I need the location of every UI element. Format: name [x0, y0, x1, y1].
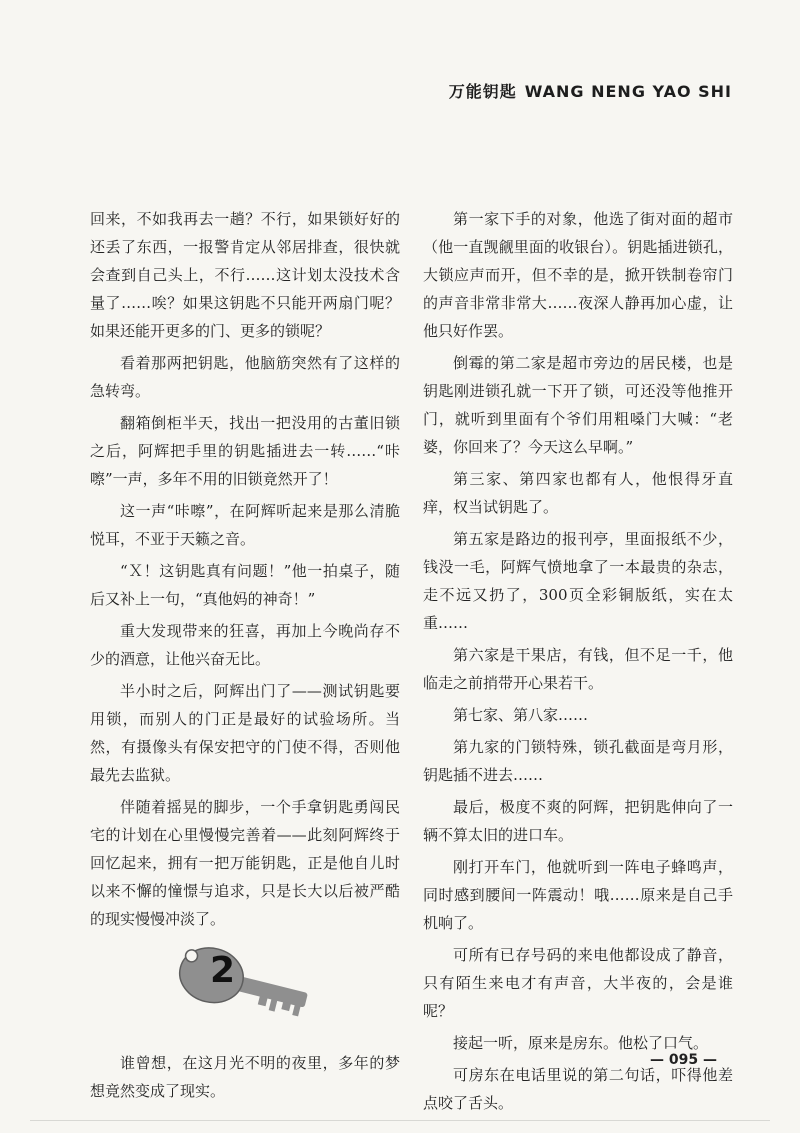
paragraph: 可房东在电话里说的第二句话，吓得他差点咬了舌头。: [423, 1066, 733, 1112]
paragraph: 半小时之后，阿辉出门了——测试钥匙要用锁，而别人的门正是最好的试验场所。当然，有摄像头有保安把守的门使不得，否则他最先去监狱。: [90, 682, 400, 784]
left-column: [90, 205, 400, 1109]
paragraph: 看着那两把钥匙，他脑筋突然有了这样的急转弯。: [90, 354, 400, 400]
page-number: — 095 —: [650, 1052, 717, 1068]
header-title-cn: 万能钥匙: [448, 82, 517, 101]
page-header: [449, 79, 732, 102]
paragraph: 伴随着摇晃的脚步，一个手拿钥匙勇闯民宅的计划在心里慢慢完善着——此刻阿辉终于回忆起来，拥有一把万能钥匙，正是他自儿时以来不懈的憧憬与追求，只是长大以后被严酷的现实慢慢冲淡了。: [90, 798, 400, 928]
paragraph: 最后，极度不爽的阿辉，把钥匙伸向了一辆不算太旧的进口车。: [423, 798, 733, 844]
page-edge-divider: [30, 1120, 770, 1121]
section-divider: [90, 937, 400, 1045]
key-icon: [166, 943, 316, 1023]
paragraph: 第三家、第四家也都有人，他恨得牙直痒，权当试钥匙了。: [423, 470, 733, 516]
paragraph: 重大发现带来的狂喜，再加上今晚尚存不少的酒意，让他兴奋无比。: [90, 622, 400, 668]
paragraph: 第一家下手的对象，他选了街对面的超市（他一直觊觎里面的收银台）。钥匙插进锁孔，大锁应声而开，但不幸的是，掀开铁制卷帘门的声音非常非常大……夜深人静再加心虚，让他只好作罢。: [423, 210, 733, 340]
paragraph: 刚打开车门，他就听到一阵电子蜂鸣声，同时感到腰间一阵震动！哦……原来是自己手机响了。: [423, 858, 733, 932]
paragraph: 回来，不如我再去一趟？不行，如果锁好好的还丢了东西，一报警肯定从邻居排查，很快就会查到自己头上，不行……这计划太没技术含量了……唉？如果这钥匙不只能开两扇门呢？如果还能开更多的门、更多的锁呢？: [90, 210, 400, 340]
paragraph: 倒霉的第二家是超市旁边的居民楼，也是钥匙刚进锁孔就一下开了锁，可还没等他推开门，就听到里面有个爷们用粗嗓门大喊：“老婆，你回来了？今天这么早啊。”: [423, 354, 733, 456]
paragraph: 翻箱倒柜半天，找出一把没用的古董旧锁之后，阿辉把手里的钥匙插进去一转……“咔嚓”一声，多年不用的旧锁竟然开了！: [90, 414, 400, 488]
paragraph: 第六家是干果店，有钱，但不足一千，他临走之前捎带开心果若干。: [423, 646, 733, 692]
header-title-pinyin: WANG NENG YAO SHI: [524, 82, 732, 101]
paragraph: 接起一听，原来是房东。他松了口气。: [453, 1034, 709, 1052]
paragraph: 这一声“咔嚓”，在阿辉听起来是那么清脆悦耳，不亚于天籁之音。: [90, 502, 400, 548]
right-column: [423, 205, 733, 1121]
paragraph: 第九家的门锁特殊，锁孔截面是弯月形，钥匙插不进去……: [423, 738, 733, 784]
paragraph: “Ｘ！这钥匙真有问题！”他一拍桌子，随后又补上一句，“真他妈的神奇！”: [90, 562, 400, 608]
paragraph: 可所有已存号码的来电他都设成了静音，只有陌生来电才有声音，大半夜的，会是谁呢？: [423, 946, 733, 1020]
paragraph: 第五家是路边的报刊亭，里面报纸不少，钱没一毛，阿辉气愤地拿了一本最贵的杂志，走不远又扔了，300页全彩铜版纸，实在太重……: [423, 530, 733, 632]
paragraph: 第七家、第八家……: [453, 706, 589, 724]
paragraph: 谁曾想，在这月光不明的夜里，多年的梦想竟然变成了现实。: [90, 1054, 400, 1100]
section-number: 2: [210, 950, 236, 991]
